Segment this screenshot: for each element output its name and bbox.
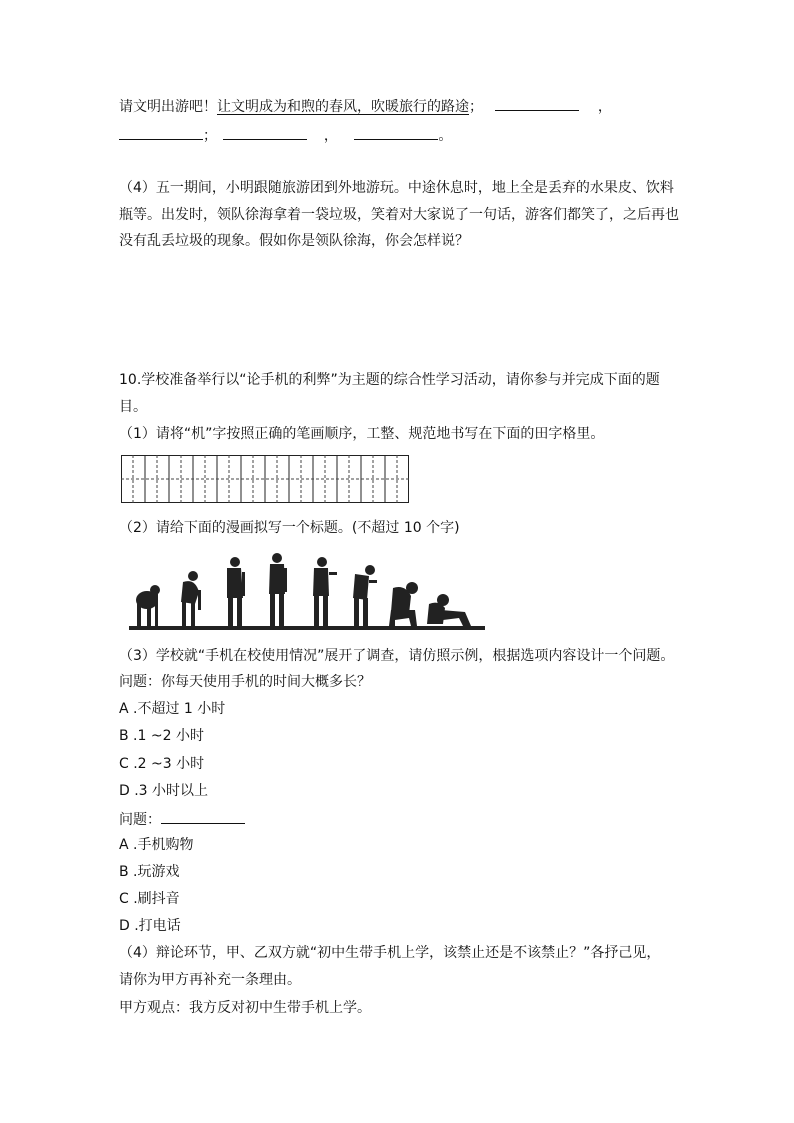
figure-8 — [427, 594, 471, 626]
q10-4-line-1: （4）辩论环节，甲、乙双方就“初中生带手机上学，该禁止还是不该禁止？”各抒己见， — [119, 945, 661, 961]
answer-blank-1[interactable] — [495, 95, 579, 111]
example-option-a: A .不超过 1 小时 — [119, 701, 226, 717]
slogan-sep: ； — [469, 99, 483, 115]
example-question: 问题：你每天使用手机的时间大概多长？ — [119, 674, 371, 690]
ground-line — [129, 626, 485, 630]
tianzige-grid[interactable] — [121, 455, 409, 503]
blank-option-d: D .打电话 — [119, 918, 181, 934]
slogan-line — [119, 95, 612, 117]
question-blank-line — [119, 808, 245, 830]
answer-blank-2[interactable] — [119, 124, 203, 140]
semicolon-2: ； — [203, 128, 217, 144]
figure-7 — [389, 582, 418, 626]
slogan-underlined: 让文明成为和煦的春风，吹暖旅行的路途 — [217, 99, 469, 115]
blank-line — [119, 124, 452, 146]
answer-blank-3[interactable] — [223, 124, 307, 140]
figure-4 — [269, 553, 287, 626]
figure-3 — [227, 557, 245, 626]
example-option-c: C .2 ~3 小时 — [119, 756, 205, 772]
example-option-b: B .1 ~2 小时 — [119, 728, 204, 744]
stance-line: 甲方观点：我方反对初中生带手机上学。 — [119, 1000, 371, 1016]
question-answer-blank[interactable] — [161, 808, 245, 824]
q9-4-line-2: 瓶等。出发时，领队徐海拿着一袋垃圾，笑着对大家说了一句话，游客们都笑了，之后再也 — [119, 207, 679, 223]
tianzige-cells — [121, 455, 409, 503]
q9-4-line-3: 没有乱丢垃圾的现象。假如你是领队徐海，你会怎样说？ — [119, 233, 469, 249]
q9-4-line-1: （4）五一期间，小明跟随旅游团到外地游玩。中途休息时，地上全是丢弃的水果皮、饮料 — [119, 180, 674, 196]
q10-4-line-2: 请你为甲方再补充一条理由。 — [119, 972, 301, 988]
comma-1: ， — [597, 99, 612, 115]
example-option-d: D .3 小时以上 — [119, 783, 209, 799]
figure-1 — [136, 585, 160, 626]
slogan-lead: 请文明出游吧！ — [119, 99, 217, 115]
blank-option-c: C .刷抖音 — [119, 891, 180, 907]
figure-2 — [181, 571, 201, 626]
evolution-silhouette-icon — [125, 548, 487, 636]
period-4: 。 — [438, 128, 453, 144]
q10-intro-line-1: 10.学校准备举行以“论手机的利弊”为主题的综合性学习活动，请你参与并完成下面的题 — [119, 372, 660, 388]
q10-1: （1）请将“机”字按照正确的笔画顺序，工整、规范地书写在下面的田字格里。 — [119, 426, 605, 442]
blank-option-b: B .玩游戏 — [119, 864, 180, 880]
q10-3: （3）学校就“手机在校使用情况”展开了调查，请仿照示例，根据选项内容设计一个问题。 — [119, 648, 675, 664]
q10-2: （2）请给下面的漫画拟写一个标题。(不超过 10 个字) — [119, 520, 460, 536]
figure-5 — [313, 557, 337, 626]
question-label: 问题： — [119, 812, 161, 828]
comma-3: ， — [323, 128, 338, 144]
figure-6 — [353, 565, 377, 626]
q10-intro-line-2: 目。 — [119, 399, 147, 415]
answer-blank-4[interactable] — [354, 124, 438, 140]
blank-option-a: A .手机购物 — [119, 837, 194, 853]
